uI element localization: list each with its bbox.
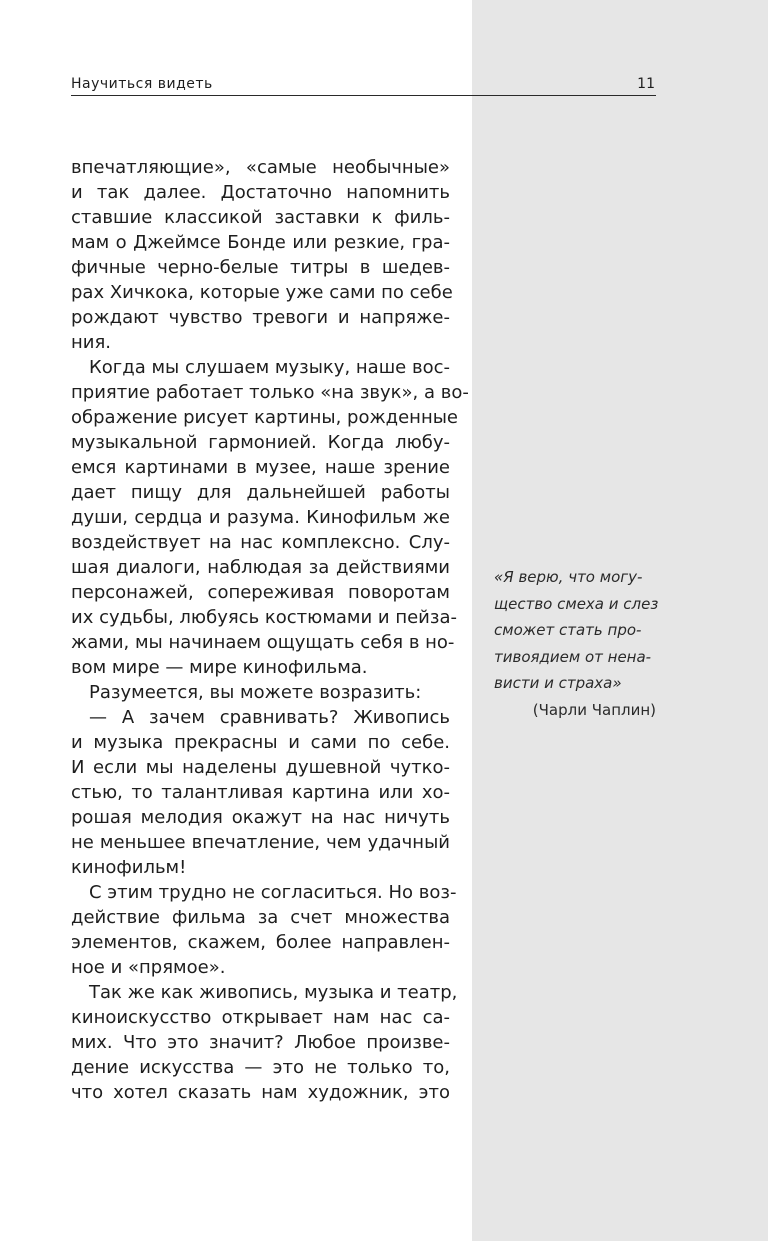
text-line: рождают чувство тревоги и напряже-	[71, 307, 450, 328]
text-line: фичные черно-белые титры в шедев-	[71, 257, 450, 278]
quote-line: щество смеха и слез	[494, 594, 659, 613]
text-line: ставшие классикой заставки к филь-	[71, 207, 450, 228]
text-line: стью, то талантливая картина или хо-	[71, 782, 450, 803]
quote-line: сможет стать про-	[494, 621, 642, 639]
running-head	[71, 76, 656, 96]
text-line: ображение рисует картины, рожденные	[71, 407, 459, 428]
text-line: мих. Что это значит? Любое произве-	[71, 1032, 450, 1053]
text-line: не меньшее впечатление, чем удачный	[71, 832, 450, 853]
text-line: что хотел сказать нам художник, это	[71, 1082, 450, 1103]
text-line: души, сердца и разума. Кинофильм же	[71, 507, 450, 528]
text-line: рах Хичкока, которые уже сами по себе	[71, 282, 453, 303]
text-line: Разумеется, вы можете возразить:	[89, 682, 422, 703]
text-line: дает пищу для дальнейшей работы	[71, 482, 450, 503]
text-line: элементов, скажем, более направлен-	[71, 932, 450, 953]
text-line: действие фильма за счет множества	[71, 907, 450, 928]
text-line: и так далее. Достаточно напомнить	[71, 182, 450, 203]
text-line: их судьбы, любуясь костюмами и пейза-	[71, 607, 457, 628]
text-line: И если мы наделены душевной чутко-	[71, 757, 450, 778]
text-line: впечатляющие», «самые необычные»	[71, 157, 450, 178]
text-line: и музыка прекрасны и сами по себе.	[71, 732, 450, 753]
quote-line: тивоядием от нена-	[494, 647, 652, 666]
text-line: рошая мелодия окажут на нас ничуть	[71, 807, 450, 828]
text-line: вом мире — мире кинофильма.	[71, 657, 368, 678]
text-line: дение искусства — это не только то,	[71, 1057, 450, 1078]
text-line: приятие работает только «на звук», а во-	[71, 382, 469, 403]
quote-author: (Чарли Чаплин)	[532, 700, 656, 719]
text-line: С этим трудно не согласиться. Но воз-	[89, 882, 457, 903]
text-line: мам о Джеймсе Бонде или резкие, гра-	[71, 232, 450, 253]
quote-line: висти и страха»	[494, 674, 622, 692]
text-line: шая диалоги, наблюдая за действиями	[71, 557, 450, 578]
text-line: киноискусство открывает нам нас са-	[71, 1007, 450, 1028]
text-line: емся картинами в музее, наше зрение	[71, 457, 450, 478]
running-title: Научиться видеть	[71, 76, 213, 92]
text-line: кинофильм!	[71, 857, 187, 878]
text-line: Так же как живопись, музыка и театр,	[89, 982, 458, 1003]
margin-quote	[494, 564, 659, 723]
text-line: воздействует на нас комплексно. Слу-	[71, 532, 450, 553]
text-line: Когда мы слушаем музыку, наше вос-	[89, 357, 450, 378]
text-line: — А зачем сравнивать? Живопись	[89, 707, 450, 728]
text-line: музыкальной гармонией. Когда любу-	[71, 432, 450, 453]
page-number: 11	[637, 76, 655, 92]
text-line: персонажей, сопереживая поворотам	[71, 582, 450, 603]
text-line: ное и «прямое».	[71, 957, 226, 978]
text-line: жами, мы начинаем ощущать себя в но-	[71, 632, 455, 653]
quote-line: «Я верю, что могу-	[494, 568, 643, 586]
body-text	[71, 155, 469, 1105]
text-line: ния.	[71, 332, 112, 353]
